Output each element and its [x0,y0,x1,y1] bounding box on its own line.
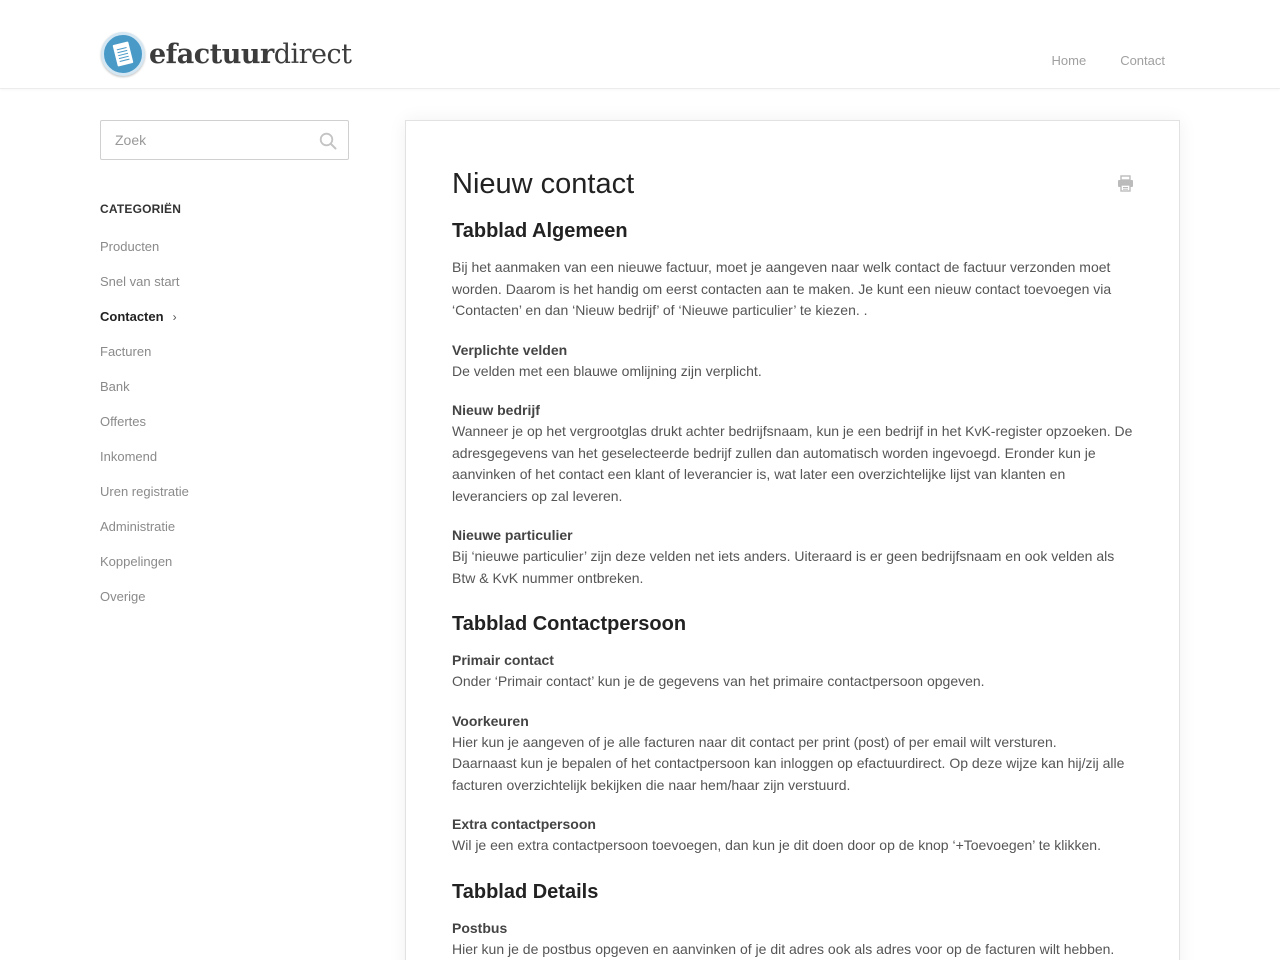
section-heading-contactpersoon: Tabblad Contactpersoon [452,613,687,635]
sidebar [100,120,349,624]
paragraph-intro: Bij het aanmaken van een nieuwe factuur, moet je aangeven naar welk contact de factuur verzonden moet worden. Daarom is het handig om eerst contacten aan te maken. Je kunt een nieuw contact toevoegen via ‘Contacten’ en dan ‘Nieuw bedrijf’ of ‘Nieuwe particulier’ te kiezen. . [452,259,1112,318]
paragraph-verplichte-velden: De velden met een blauwe omlijning zijn verplicht. [452,362,762,379]
category-list [100,239,349,624]
search-icon[interactable] [319,132,337,150]
category-producten[interactable]: Producten [100,239,160,254]
article-panel [405,120,1180,960]
section-heading-details: Tabblad Details [452,880,599,903]
category-inkomend[interactable]: Inkomend [100,449,158,464]
paragraph-extra-contactpersoon: Wil je een extra contactpersoon toevoegen, dan kun je dit doen door op de knop ‘+Toevoegen’ te klikken. [452,837,1101,853]
logo-text: efactuurdirect [149,38,352,70]
category-offertes[interactable]: Offertes [100,414,147,429]
subheading-voorkeuren: Voorkeuren [452,712,529,729]
paragraph-voorkeuren-1: Hier kun je aangeven of je alle facturen naar dit contact per print (post) of per email wilt versturen. [452,733,1057,750]
paragraph-nieuw-bedrijf: Wanneer je op het vergrootglas drukt achter bedrijfsnaam, kun je een bedrijf in het KvK-register opzoeken. De adresgegevens van het geselecteerde bedrijf zullen dan automatisch worden ingevoegd. Eronder kun je aanvinken of het contact een klant of leverancier is, wat later een overzichtelijke lijst van klanten en leveranciers op zal leveren. [452,423,1133,504]
subheading-postbus: Postbus [452,919,508,936]
category-snel-van-start[interactable]: Snel van start [100,274,180,289]
category-contacten[interactable]: Contacten › [100,309,177,324]
category-overige[interactable]: Overige [100,589,146,604]
subheading-nieuw-bedrijf: Nieuw bedrijf [452,402,540,418]
paragraph-nieuwe-particulier: Bij ‘nieuwe particulier’ zijn deze velden net iets anders. Uiteraard is er geen bedrijfsnaam en ook velden als Btw & KvK nummer ontbreken. [452,548,1115,586]
subheading-primair-contact: Primair contact [452,652,554,668]
logo[interactable] [101,32,351,76]
article-body [452,166,1136,960]
paragraph-postbus: Hier kun je de postbus opgeven en aanvinken of je dit adres ook als adres voor op de facturen wilt hebben. [452,940,1115,957]
search-input[interactable] [101,121,348,159]
subheading-extra-contactpersoon: Extra contactpersoon [452,816,596,832]
article-title: Nieuw contact [452,168,635,200]
subheading-nieuwe-particulier: Nieuwe particulier [452,527,573,543]
category-uren-registratie[interactable]: Uren registratie [100,484,189,499]
search-box [100,120,349,160]
category-facturen[interactable]: Facturen [100,344,152,359]
categories-heading: CATEGORIËN [100,202,182,216]
paragraph-primair-contact: Onder ‘Primair contact’ kun je de gegevens van het primaire contactpersoon opgeven. [452,673,985,689]
category-administratie[interactable]: Administratie [100,519,176,534]
category-bank[interactable]: Bank [100,379,130,394]
nav-home-link[interactable]: Home [1051,53,1087,68]
site-header [0,0,1280,89]
subheading-verplichte-velden: Verplichte velden [452,341,568,358]
category-koppelingen[interactable]: Koppelingen [100,554,173,569]
chevron-right-icon: › [172,310,177,324]
top-nav [1052,53,1166,68]
nav-contact-link[interactable]: Contact [1120,53,1165,68]
logo-icon [101,32,145,76]
paragraph-voorkeuren-2: Daarnaast kun je bepalen of het contactpersoon kan inloggen op efactuurdirect. Op deze wijze kan hij/zij alle facturen overzichtelijk bekijken die naar hem/haar zijn verstuurd. [452,755,1125,793]
section-heading-algemeen: Tabblad Algemeen [452,220,628,242]
